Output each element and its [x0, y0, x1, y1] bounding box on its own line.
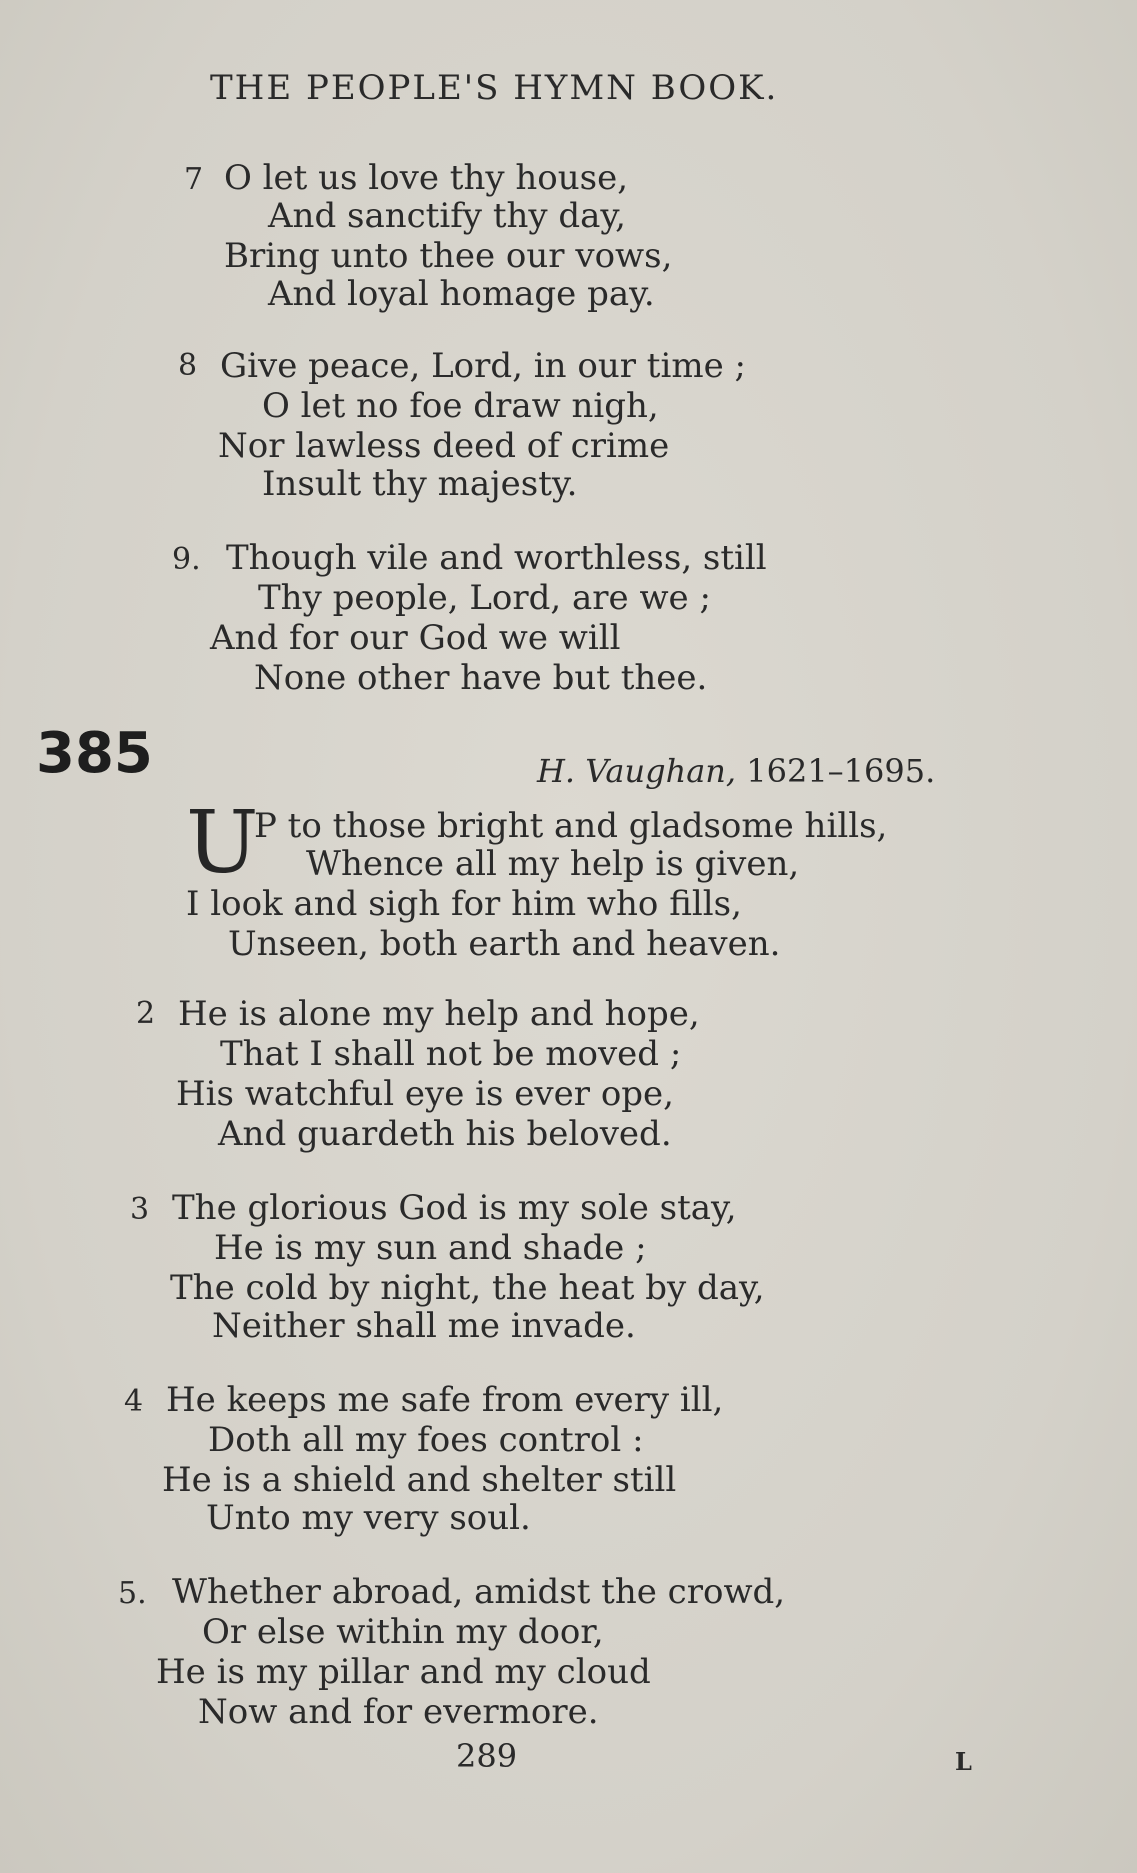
stanza-line: That I shall not be moved ;	[220, 1034, 682, 1074]
hymn-number: 385	[36, 721, 153, 786]
author-name: H. Vaughan,	[537, 752, 737, 790]
stanza-line: Nor lawless deed of crime	[218, 426, 670, 466]
stanza-line: Now and for evermore.	[198, 1692, 599, 1732]
stanza-line: The glorious God is my sole stay,	[172, 1188, 737, 1228]
stanza-number: 7	[184, 162, 204, 197]
stanza-line: Insult thy majesty.	[262, 464, 578, 504]
stanza-line: The cold by night, the heat by day,	[170, 1268, 765, 1308]
stanza-line: He is my sun and shade ;	[214, 1228, 647, 1268]
stanza-line: O let no foe draw nigh,	[262, 386, 659, 426]
stanza-line: P to those bright and gladsome hills,	[254, 806, 888, 846]
hymn-author	[537, 752, 935, 790]
stanza-line: Unseen, both earth and heaven.	[228, 924, 781, 964]
stanza-line: His watchful eye is ever ope,	[176, 1074, 674, 1114]
stanza-number: 8	[178, 348, 198, 383]
stanza-number: 4	[124, 1384, 144, 1419]
stanza-line: Whether abroad, amidst the crowd,	[172, 1572, 786, 1612]
stanza-line: Neither shall me invade.	[212, 1306, 636, 1346]
stanza-line: Though vile and worthless, still	[226, 538, 767, 578]
stanza-number: 9.	[172, 542, 201, 577]
stanza-number: 5.	[118, 1576, 147, 1611]
stanza-line: And for our God we will	[210, 618, 621, 658]
stanza-line: Unto my very soul.	[206, 1498, 531, 1538]
stanza-line: O let us love thy house,	[224, 158, 628, 198]
stanza-line: Thy people, Lord, are we ;	[258, 578, 711, 618]
stanza-line: He keeps me safe from every ill,	[166, 1380, 724, 1420]
stanza-line: Doth all my foes control :	[208, 1420, 644, 1460]
stanza-line: And loyal homage pay.	[268, 274, 655, 314]
stanza-number: 2	[136, 996, 156, 1031]
running-head: THE PEOPLE'S HYMN BOOK.	[210, 68, 779, 108]
signature-mark: L	[955, 1747, 972, 1776]
stanza-line: He is alone my help and hope,	[178, 994, 700, 1034]
stanza-line: He is my pillar and my cloud	[156, 1652, 651, 1692]
stanza-line: And guardeth his beloved.	[218, 1114, 672, 1154]
stanza-line: And sanctify thy day,	[268, 196, 626, 236]
drop-cap: U	[186, 793, 259, 893]
page-number: 289	[456, 1737, 518, 1775]
stanza-line: None other have but thee.	[254, 658, 708, 698]
stanza-line: Give peace, Lord, in our time ;	[220, 346, 746, 386]
stanza-line: He is a shield and shelter still	[162, 1460, 677, 1500]
author-dates: 1621–1695.	[746, 752, 936, 790]
stanza-number: 3	[130, 1192, 150, 1227]
stanza-line: Bring unto thee our vows,	[224, 236, 673, 276]
stanza-line: Whence all my help is given,	[306, 844, 800, 884]
stanza-line: I look and sigh for him who fills,	[186, 884, 742, 924]
stanza-line: Or else within my door,	[202, 1612, 604, 1652]
